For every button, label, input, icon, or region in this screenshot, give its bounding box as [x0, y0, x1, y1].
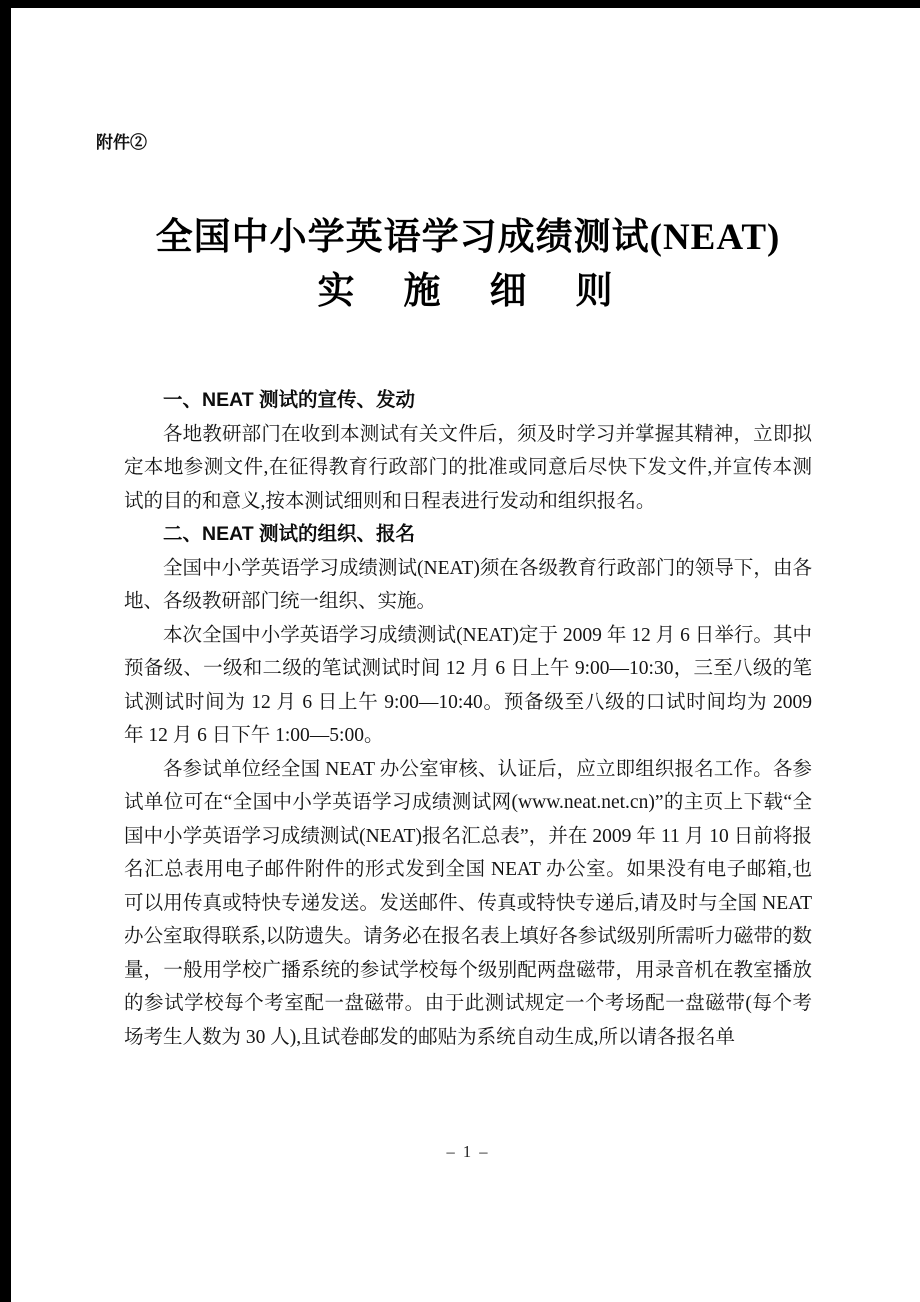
section-2-paragraph-2: 本次全国中小学英语学习成绩测试(NEAT)定于 2009 年 12 月 6 日举行。其中预备级、一级和二级的笔试测试时间 12 月 6 日上午 9:00—10:30，三至八级的笔试测试时间为 12 月 6 日上午 9:00—10:40。预备级至八级的口试时间均为 2009 年 12 月 6 日下午 1:00—5:00。 — [124, 624, 812, 747]
section-1-paragraph-1: 各地教研部门在收到本测试有关文件后，须及时学习并掌握其精神，立即拟定本地参测文件,在征得教育行政部门的批准或同意后尽快下发文件,并宣传本测试的目的和意义,按本测试细则和日程表进行发动和组织报名。 — [124, 423, 812, 512]
section-2-heading: 二、NEAT 测试的组织、报名 — [163, 523, 416, 546]
section-2-paragraph-1: 全国中小学英语学习成绩测试(NEAT)须在各级教育行政部门的领导下，由各地、各级教研部门统一组织、实施。 — [124, 557, 812, 613]
attachment-label: 附件② — [96, 133, 147, 152]
document-title — [124, 211, 812, 318]
section-1-heading: 一、NEAT 测试的宣传、发动 — [163, 389, 416, 412]
title-line-2: 实 施 细 则 — [317, 270, 619, 312]
title-line-1: 全国中小学英语学习成绩测试(NEAT) — [155, 217, 781, 258]
page-number: – 1 – — [446, 1142, 490, 1161]
document-body — [124, 384, 812, 1054]
section-2-paragraph-3: 各参试单位经全国 NEAT 办公室审核、认证后，应立即组织报名工作。各参试单位可在“全国中小学英语学习成绩测试网(www.neat.net.cn)”的主页上下载“全国中小学英语学习成绩测试(NEAT)报名汇总表”，并在 2009 年 11 月 10 日前将报名汇总表用电子邮件附件的形式发到全国 NEAT 办公室。如果没有电子邮箱,也可以用传真或特快专递发送。发送邮件、传真或特快专递后,请及时与全国 NEAT 办公室取得联系,以防遗失。请务必在报名表上填好各参试级别所需听力磁带的数量，一般用学校广播系统的参试学校每个级别配两盘磁带，用录音机在教室播放的参试学校每个考室配一盘磁带。由于此测试规定一个考场配一盘磁带(每个考场考生人数为 30 人),且试卷邮发的邮贴为系统自动生成,所以请各报名单 — [124, 758, 812, 1048]
